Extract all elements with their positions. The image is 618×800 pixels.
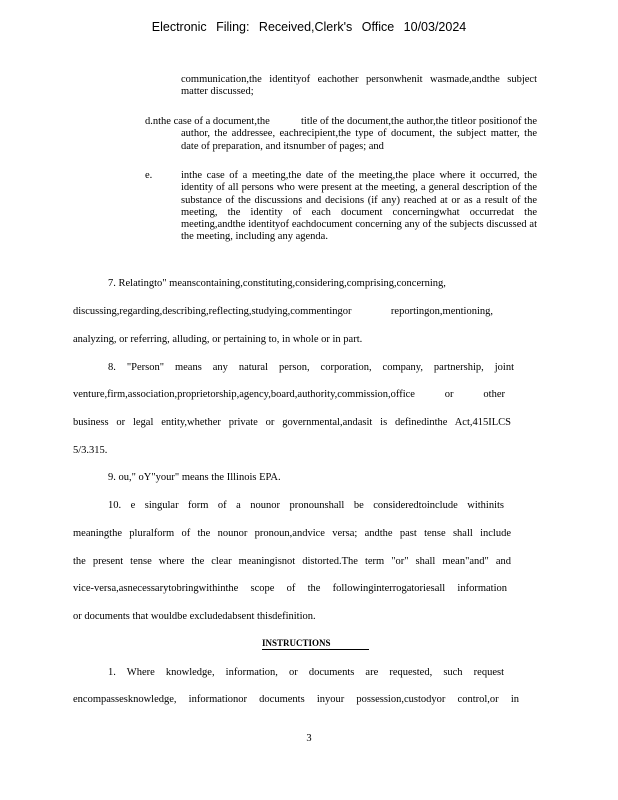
definition-10-line-3: the present tense where the clear meaningisnot distorted.The term "or" shall mean"and" and xyxy=(73,556,511,567)
electronic-filing-stamp: Electronic Filing: Received,Clerk's Office 10/03/2024 xyxy=(151,20,467,34)
definition-10-line-4: vice-versa,asnecessarytobringwithinthe scope of the followinginterrogatoriesall information xyxy=(73,583,507,594)
page-number: 3 xyxy=(306,733,312,744)
definition-10-line-2: meaningthe pluralform of the nounor pronoun,andvice versa; andthe past tense shall include xyxy=(73,528,511,539)
item-d-lead: d.nthe case of a document,the xyxy=(145,116,270,127)
definition-7-line-1: 7. Relatingto" meanscontaining,constituting,considering,comprising,concerning, xyxy=(108,278,446,289)
instruction-1-line-2: encompassesknowledge, informationor documents inyour possession,custodyor control,or in xyxy=(73,694,519,705)
definition-8-line-4: 5/3.315. xyxy=(73,445,108,456)
definition-8-line-3: business or legal entity,whether private or governmental,andasit is definedinthe Act,415ILCS xyxy=(73,417,511,428)
definition-10-line-5: or documents that wouldbe excludedabsent thisdefinition. xyxy=(73,611,316,622)
continued-subparagraph: communication,the identityof eachother personwhenit wasmade,andthe subject matter discussed; xyxy=(181,74,537,98)
instructions-heading: INSTRUCTIONS xyxy=(262,638,369,650)
definition-10-line-1: 10. e singular form of a nounor pronounshall be consideredtoinclude withinits xyxy=(108,500,504,511)
item-d-text: title of the document,the author,the titleor positionof the author, the addressee, eachrecipient,the type of document, the subject matter, the date of preparation, and itsnumber of pages; and xyxy=(181,116,537,152)
definition-8-line-2: venture,firm,association,proprietorship,agency,board,authority,commission,office or other xyxy=(73,389,505,400)
definition-7-line-3: analyzing, or referring, alluding, or pertaining to, in whole or in part. xyxy=(73,334,363,345)
instruction-1-line-1: 1. Where knowledge, information, or documents are requested, such request xyxy=(108,667,504,678)
definition-7-line-2: discussing,regarding,describing,reflecting,studying,commentingor reportingon,mentioning, xyxy=(73,306,493,317)
definition-8-line-1: 8. "Person" means any natural person, corporation, company, partnership, joint xyxy=(108,362,514,373)
definition-9: 9. ou," oY"your" means the Illinois EPA. xyxy=(108,472,281,483)
item-e-label: e. xyxy=(145,170,153,181)
item-e-text: inthe case of a meeting,the date of the meeting,the place where it occurred, the identity of all persons who were present at the meeting, a general description of the substance of the discussions and decisions (if any) reached at or as a result of the meeting, the identity of each document concerningwhat occurredat the meeting,andthe identityof eachdocument concerning any of the subjects discussed at the meeting, including any agenda. xyxy=(181,170,537,243)
